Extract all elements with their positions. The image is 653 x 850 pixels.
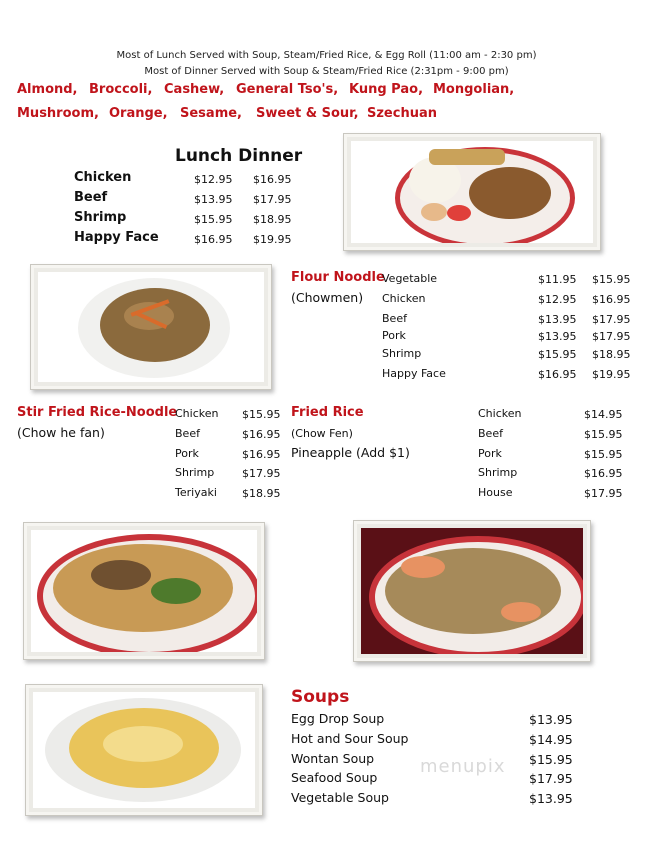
- fr-price: $14.95: [584, 408, 623, 421]
- ld-dinner-price: $17.95: [253, 193, 292, 206]
- sf-item-name: Chicken: [175, 407, 219, 420]
- fn-price-1: $16.95: [538, 368, 577, 381]
- fr-price: $17.95: [584, 487, 623, 500]
- flour-noodle-photo: [30, 264, 272, 390]
- fn-price-1: $12.95: [538, 293, 577, 306]
- fn-item-name: Happy Face: [382, 367, 446, 380]
- lunch-dinner-heading: Lunch Dinner: [175, 146, 303, 166]
- flavor-general-tsos: General Tso's,: [236, 82, 339, 97]
- flavor-kung-pao: Kung Pao,: [349, 82, 424, 97]
- pineapple-note: Pineapple (Add $1): [291, 445, 410, 460]
- soup-item-name: Wontan Soup: [291, 751, 375, 766]
- ld-item-name: Happy Face: [74, 230, 159, 245]
- ld-item-name: Shrimp: [74, 210, 127, 225]
- soup-item-name: Hot and Sour Soup: [291, 731, 409, 746]
- fn-item-name: Vegetable: [382, 272, 438, 285]
- stir-fried-title: Stir Fried Rice-Noodle: [17, 405, 178, 420]
- fried-rice-subtitle: (Chow Fen): [291, 427, 353, 440]
- fried-rice-photo: [353, 520, 591, 662]
- fr-price: $16.95: [584, 467, 623, 480]
- fn-price-1: $15.95: [538, 348, 577, 361]
- fried-rice-title: Fried Rice: [291, 405, 364, 420]
- fn-item-name: Chicken: [382, 292, 426, 305]
- fn-item-name: Shrimp: [382, 347, 422, 360]
- fn-price-1: $11.95: [538, 273, 577, 286]
- fr-item-name: Pork: [478, 447, 502, 460]
- flavor-mushroom: Mushroom,: [17, 106, 99, 121]
- sf-item-name: Beef: [175, 427, 200, 440]
- fn-price-2: $18.95: [592, 348, 631, 361]
- flour-noodle-subtitle: (Chowmen): [291, 290, 364, 305]
- ld-dinner-price: $18.95: [253, 213, 292, 226]
- ld-lunch-price: $15.95: [194, 213, 233, 226]
- fr-item-name: House: [478, 486, 513, 499]
- sf-price: $17.95: [242, 467, 281, 480]
- soup-price: $14.95: [529, 732, 573, 747]
- sf-price: $18.95: [242, 487, 281, 500]
- fn-price-2: $19.95: [592, 368, 631, 381]
- fr-item-name: Beef: [478, 427, 503, 440]
- fr-item-name: Chicken: [478, 407, 522, 420]
- ld-lunch-price: $12.95: [194, 173, 233, 186]
- soup-price: $15.95: [529, 752, 573, 767]
- fn-item-name: Pork: [382, 329, 406, 342]
- fr-price: $15.95: [584, 448, 623, 461]
- fn-price-2: $15.95: [592, 273, 631, 286]
- stir-fried-noodle-photo: [23, 522, 265, 660]
- fn-price-2: $17.95: [592, 313, 631, 326]
- soup-price: $13.95: [529, 791, 573, 806]
- flavor-szechuan: Szechuan: [367, 106, 437, 121]
- stir-fried-subtitle: (Chow he fan): [17, 425, 105, 440]
- ld-lunch-price: $13.95: [194, 193, 233, 206]
- soup-item-name: Seafood Soup: [291, 770, 378, 785]
- fr-item-name: Shrimp: [478, 466, 518, 479]
- flavor-broccoli: Broccoli,: [89, 82, 153, 97]
- fn-price-2: $17.95: [592, 330, 631, 343]
- fn-price-1: $13.95: [538, 330, 577, 343]
- sf-price: $16.95: [242, 428, 281, 441]
- ld-item-name: Beef: [74, 190, 108, 205]
- fr-price: $15.95: [584, 428, 623, 441]
- sf-item-name: Teriyaki: [175, 486, 217, 499]
- soup-photo: [25, 684, 263, 816]
- flavor-mongolian: Mongolian,: [433, 82, 515, 97]
- flavor-cashew: Cashew,: [164, 82, 225, 97]
- sf-price: $16.95: [242, 448, 281, 461]
- soup-item-name: Vegetable Soup: [291, 790, 389, 805]
- ld-item-name: Chicken: [74, 170, 132, 185]
- soup-item-name: Egg Drop Soup: [291, 711, 385, 726]
- lunch-note: Most of Lunch Served with Soup, Steam/Fried Rice, & Egg Roll (11:00 am - 2:30 pm): [116, 50, 537, 61]
- soup-price: $17.95: [529, 771, 573, 786]
- sf-item-name: Pork: [175, 447, 199, 460]
- menupix-watermark: menupix: [420, 756, 506, 777]
- flavor-sesame: Sesame,: [180, 106, 242, 121]
- flavor-almond: Almond,: [17, 82, 78, 97]
- fn-item-name: Beef: [382, 312, 407, 325]
- fn-price-1: $13.95: [538, 313, 577, 326]
- sf-price: $15.95: [242, 408, 281, 421]
- soup-price: $13.95: [529, 712, 573, 727]
- ld-lunch-price: $16.95: [194, 233, 233, 246]
- dinner-note: Most of Dinner Served with Soup & Steam/Fried Rice (2:31pm - 9:00 pm): [144, 66, 509, 77]
- sf-item-name: Shrimp: [175, 466, 215, 479]
- flavor-sweet-sour: Sweet & Sour,: [256, 106, 359, 121]
- ld-dinner-price: $16.95: [253, 173, 292, 186]
- flavor-orange: Orange,: [109, 106, 168, 121]
- fn-price-2: $16.95: [592, 293, 631, 306]
- soups-title: Soups: [291, 687, 350, 707]
- flour-noodle-title: Flour Noodle: [291, 270, 385, 285]
- lunch-plate-photo: [343, 133, 601, 251]
- ld-dinner-price: $19.95: [253, 233, 292, 246]
